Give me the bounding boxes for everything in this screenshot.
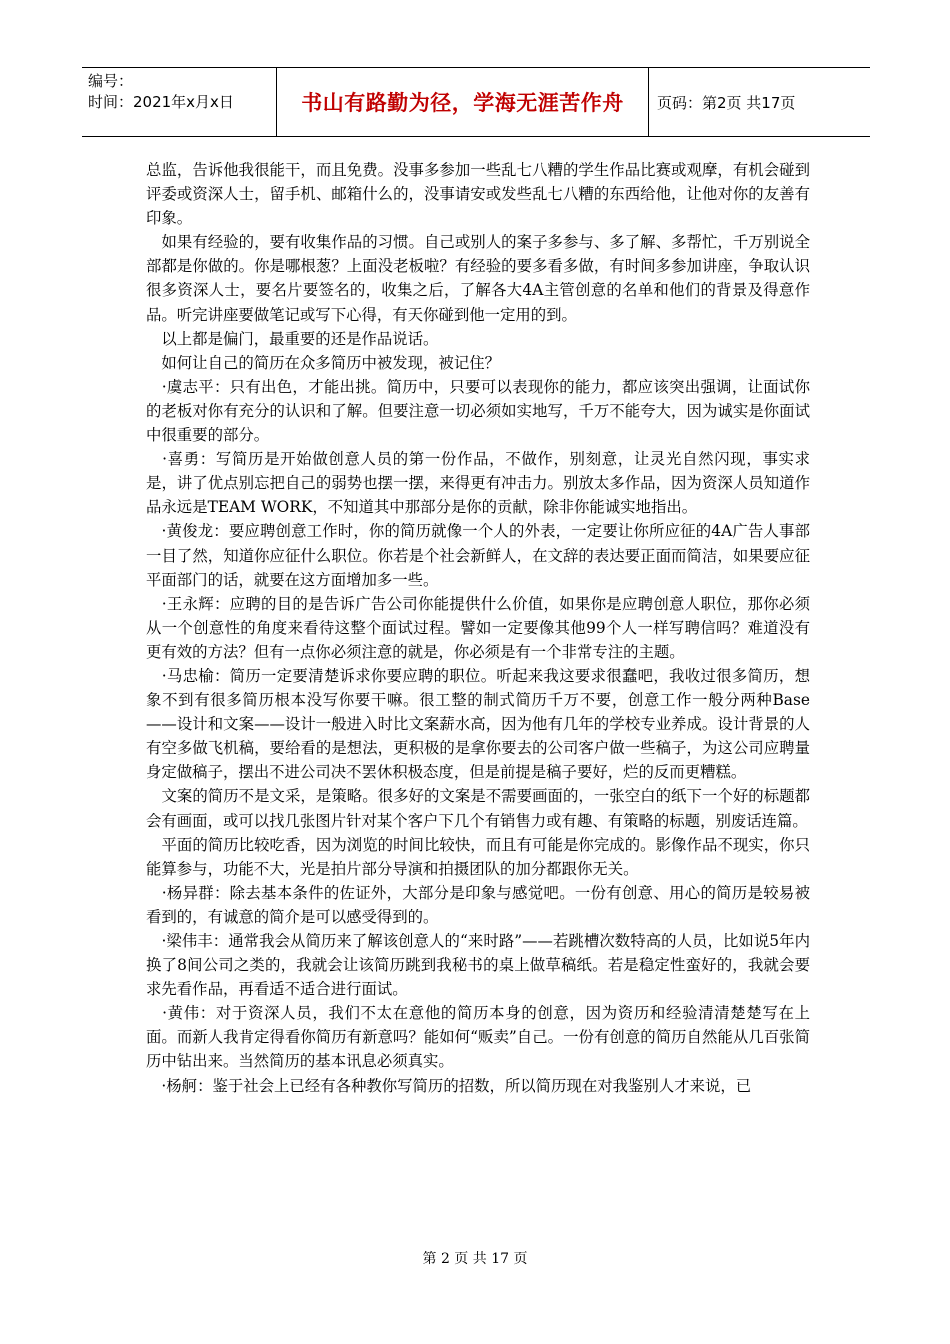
body-text (146, 158, 810, 1098)
paragraph: 如果有经验的，要有收集作品的习惯。自己或别人的案子多参与、多了解、多帮忙，千万别说全部都是你做的。你是哪根葱？上面没老板啦？有经验的要多看多做，有时间多参加讲座，争取认识很多资深人士，要名片要签名的，收集之后，了解各大4A主管创意的名单和他们的背景及得意作品。听完讲座要做笔记或写下心得，有天你碰到他一定用的到。 (146, 233, 810, 324)
paragraph: ·黄俊龙：要应聘创意工作时，你的简历就像一个人的外表，一定要让你所应征的4A广告人事部一目了然，知道你应征什么职位。你若是个社会新鲜人，在文辞的表达要正面而简洁，如果要应征平面部门的话，就要在这方面增加多一些。 (146, 522, 810, 589)
document-time-label: 时间：2021年x月x日 (88, 93, 234, 111)
paragraph: ·黄伟：对于资深人员，我们不太在意他的简历本身的创意，因为资历和经验清清楚楚写在上面。而新人我肯定得看你简历有新意吗？能如何“贩卖”自己。一份有创意的简历自然能从几百张简历中钻出来。当然简历的基本讯息必须真实。 (146, 1004, 810, 1071)
document-number-label: 编号： (88, 72, 134, 90)
page-footer: 第 2 页 共 17 页 (422, 1251, 528, 1267)
paragraph: 如何让自己的简历在众多简历中被发现，被记住？ (146, 353, 500, 372)
paragraph: ·梁伟丰：通常我会从简历来了解该创意人的“来时路”——若跳槽次数特高的人员，比如说5年内换了8间公司之类的，我就会让该简历跳到我秘书的桌上做草稿纸。若是稳定性蛮好的，我就会要求先看作品，再看适不适合进行面试。 (146, 932, 810, 999)
paragraph: ·喜勇：写简历是开始做创意人员的第一份作品，不做作，别刻意，让灵光自然闪现，事实求是，讲了优点别忘把自己的弱势也摆一摆，来得更有冲击力。别放太多作品，因为资深人员知道作品永远是TEAM WORK，不知道其中那部分是你的贡献，除非你能诚实地指出。 (146, 450, 810, 517)
paragraph: 文案的简历不是文采，是策略。很多好的文案是不需要画面的，一张空白的纸下一个好的标题都会有画面，或可以找几张图片针对某个客户下几个有销售力或有趣、有策略的标题，别废话连篇。 (146, 787, 810, 830)
paragraph: ·虞志平：只有出色，才能出挑。简历中，只要可以表现你的能力，都应该突出强调，让面试你的老板对你有充分的认识和了解。但要注意一切必须如实地写，千万不能夸大，因为诚实是你面试中很重要的部分。 (146, 377, 810, 445)
paragraph: 以上都是偏门，最重要的还是作品说话。 (146, 329, 439, 348)
paragraph: ·杨舸：鉴于社会上已经有各种教你写简历的招数，所以简历现在对我鉴别人才来说，已 (146, 1076, 752, 1095)
header-meta (82, 68, 277, 136)
paragraph: ·马忠榆：简历一定要清楚诉求你要应聘的职位。听起来我这要求很蠢吧，我收过很多简历，想象不到有很多简历根本没写你要干嘛。很工整的制式简历千万不要，创意工作一般分两种Base——设计和文案——设计一般进入时比文案薪水高，因为他有几年的学校专业养成。设计背景的人有空多做飞机稿，要给看的是想法，更积极的是拿你要去的公司客户做一些稿子，为这公司应聘量身定做稿子，摆出不进公司决不罢休积极态度，但是前提是稿子要好，烂的反而更糟糕。 (146, 666, 810, 782)
paragraph: 总监，告诉他我很能干，而且免费。没事多参加一些乱七八糟的学生作品比赛或观摩，有机会碰到评委或资深人士，留手机、邮箱什么的，没事请安或发些乱七八糟的东西给他，让他对你的友善有印象。 (146, 161, 810, 228)
paragraph: 平面的简历比较吃香，因为浏览的时间比较快，而且有可能是你完成的。影像作品不现实，你只能算参与，功能不大，光是拍片部分导演和拍摄团队的加分都跟你无关。 (146, 835, 810, 878)
paragraph: ·王永辉：应聘的目的是告诉广告公司你能提供什么价值，如果你是应聘创意人职位，那你必须从一个创意性的角度来看待这整个面试过程。譬如一定要像其他99个人一样写聘信吗？难道没有更有效的方法？但有一点你必须注意的就是，你必须是有一个非常专注的主题。 (146, 594, 810, 661)
paragraph: ·杨异群：除去基本条件的佐证外，大部分是印象与感觉吧。一份有创意、用心的简历是较易被看到的，有诚意的简介是可以感受得到的。 (146, 883, 810, 926)
page-header (82, 67, 870, 137)
header-motto: 书山有路勤为径，学海无涯苦作舟 (277, 68, 649, 136)
header-page-number: 页码：第2页 共17页 (657, 93, 796, 112)
